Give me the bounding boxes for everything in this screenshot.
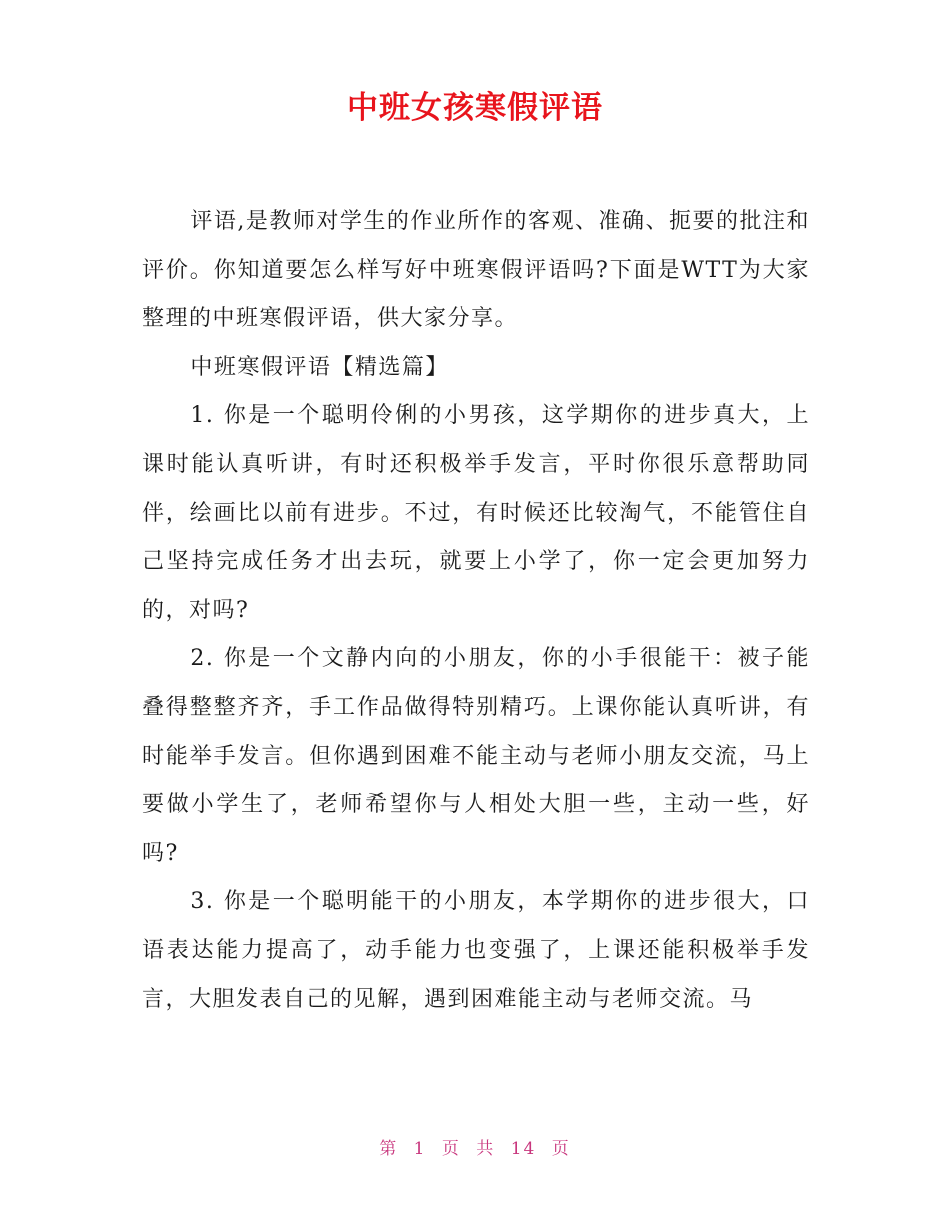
footer-page-unit: 页 (441, 1139, 461, 1159)
page-footer (0, 1134, 950, 1159)
footer-total-label: 共 (476, 1139, 496, 1159)
document-body (142, 198, 810, 1024)
footer-total-pages: 14 (510, 1139, 537, 1159)
footer-total-unit: 页 (551, 1139, 571, 1159)
paragraph-item-3: 3. 你是一个聪明能干的小朋友，本学期你的进步很大，口语表达能力提高了，动手能力也变强了，上课还能积极举手发言，大胆发表自己的见解，遇到困难能主动与老师交流。马 (142, 889, 810, 1012)
paragraph-intro: 评语,是教师对学生的作业所作的客观、准确、扼要的批注和评价。你知道要怎么样写好中班寒假评语吗?下面是WTT为大家整理的中班寒假评语，供大家分享。 (142, 209, 810, 332)
paragraph-item-1: 1. 你是一个聪明伶俐的小男孩，这学期你的进步真大，上课时能认真听讲，有时还积极举手发言，平时你很乐意帮助同伴，绘画比以前有进步。不过，有时候还比较淘气，不能管住自己坚持完成任务才出去玩，就要上小学了，你一定会更加努力的，对吗? (142, 403, 810, 623)
document-title: 中班女孩寒假评语 (347, 90, 603, 126)
paragraph-section-heading: 中班寒假评语【精选篇】 (190, 354, 449, 380)
footer-page-label: 第 (379, 1139, 399, 1159)
paragraph-item-2: 2. 你是一个文静内向的小朋友，你的小手很能干：被子能叠得整整齐齐，手工作品做得特别精巧。上课你能认真听讲，有时能举手发言。但你遇到困难不能主动与老师小朋友交流，马上要做小学生了，老师希望你与人相处大胆一些，主动一些，好吗? (142, 646, 810, 866)
footer-page-number: 1 (413, 1139, 427, 1159)
